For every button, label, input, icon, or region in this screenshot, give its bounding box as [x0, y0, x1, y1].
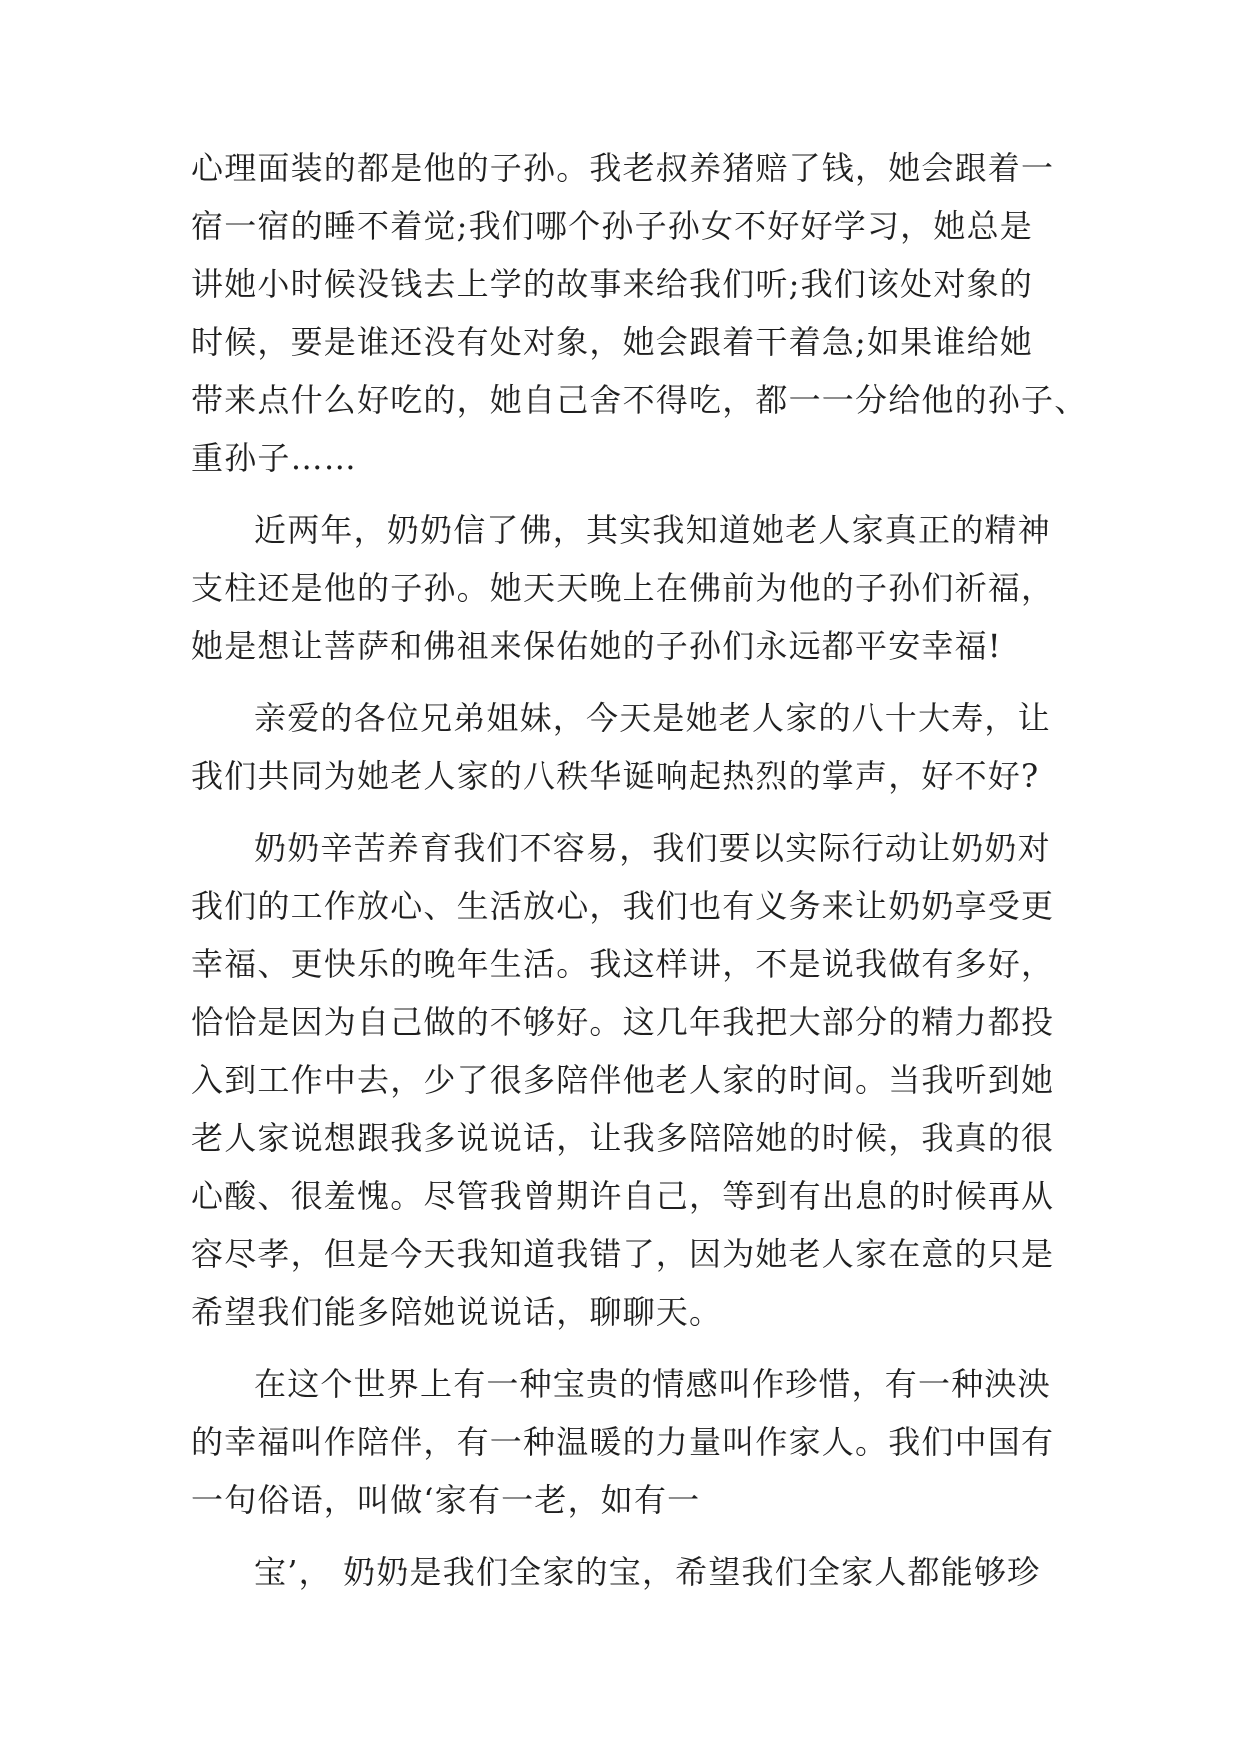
text-line: 宝’， 奶奶是我们全家的宝，希望我们全家人都能够珍	[254, 1553, 1041, 1591]
text-line: 老人家说想跟我多说说话，让我多陪陪她的时候，我真的很	[191, 1119, 1055, 1157]
text-line: 奶奶辛苦养育我们不容易，我们要以实际行动让奶奶对	[254, 829, 1051, 867]
text-line: 时候，要是谁还没有处对象，她会跟着干着急;如果谁给她	[191, 323, 1033, 361]
text-line: 亲爱的各位兄弟姐妹，今天是她老人家的八十大寿，让	[254, 699, 1051, 737]
text-line: 心理面装的都是他的子孙。我老叔养猪赔了钱，她会跟着一	[191, 149, 1055, 187]
text-line: 在这个世界上有一种宝贵的情感叫作珍惜，有一种泱泱	[254, 1365, 1051, 1403]
text-line: 我们共同为她老人家的八秩华诞响起热烈的掌声，好不好?	[191, 757, 1040, 795]
text-line: 近两年，奶奶信了佛，其实我知道她老人家真正的精神	[254, 511, 1051, 549]
text-line: 幸福、更快乐的晚年生活。我这样讲，不是说我做有多好，	[191, 945, 1055, 983]
text-line: 宿一宿的睡不着觉;我们哪个孙子孙女不好好学习，她总是	[191, 207, 1033, 245]
text-line: 讲她小时候没钱去上学的故事来给我们听;我们该处对象的	[191, 265, 1033, 303]
text-line: 带来点什么好吃的，她自己舍不得吃，都一一分给他的孙子、	[191, 381, 1088, 419]
text-line: 恰恰是因为自己做的不够好。这几年我把大部分的精力都投	[191, 1003, 1055, 1041]
text-line: 容尽孝，但是今天我知道我错了，因为她老人家在意的只是	[191, 1235, 1055, 1273]
text-line: 一句俗语，叫做‘家有一老，如有一	[191, 1481, 701, 1519]
text-line: 的幸福叫作陪伴，有一种温暖的力量叫作家人。我们中国有	[191, 1423, 1055, 1461]
text-line: 我们的工作放心、生活放心，我们也有义务来让奶奶享受更	[191, 887, 1055, 925]
text-line: 心酸、很羞愧。尽管我曾期许自己，等到有出息的时候再从	[191, 1177, 1055, 1215]
text-line: 重孙子……	[191, 439, 358, 477]
text-line: 支柱还是他的子孙。她天天晚上在佛前为他的子孙们祈福，	[191, 569, 1055, 607]
text-line: 入到工作中去，少了很多陪伴他老人家的时间。当我听到她	[191, 1061, 1055, 1099]
text-line: 她是想让菩萨和佛祖来保佑她的子孙们永远都平安幸福!	[191, 627, 1002, 665]
text-line: 希望我们能多陪她说说话，聊聊天。	[191, 1293, 723, 1331]
